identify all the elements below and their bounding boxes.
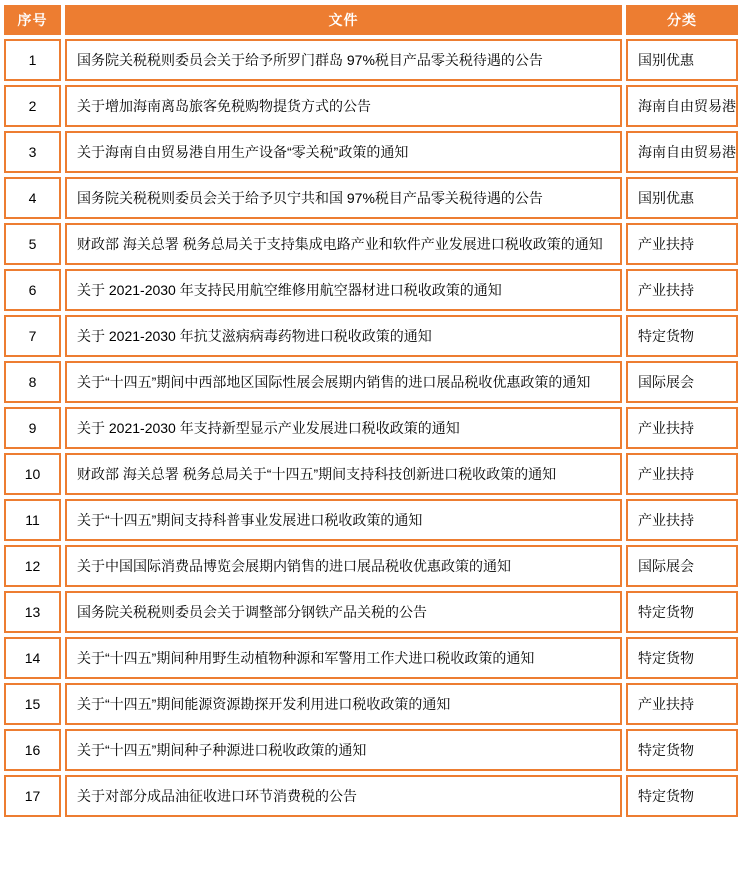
row-index-cell: 16 xyxy=(4,729,61,771)
category-cell: 国际展会 xyxy=(626,361,738,403)
file-title-cell: 关于海南自由贸易港自用生产设备“零关税”政策的通知 xyxy=(65,131,622,173)
file-title-cell: 国务院关税税则委员会关于调整部分钢铁产品关税的公告 xyxy=(65,591,622,633)
table-row xyxy=(4,223,738,265)
file-title-cell: 关于中国国际消费品博览会展期内销售的进口展品税收优惠政策的通知 xyxy=(65,545,622,587)
category-cell: 产业扶持 xyxy=(626,269,738,311)
table-row xyxy=(4,315,738,357)
column-header-category: 分类 xyxy=(626,5,738,35)
file-title-cell: 国务院关税税则委员会关于给予所罗门群岛 97%税目产品零关税待遇的公告 xyxy=(65,39,622,81)
category-cell: 产业扶持 xyxy=(626,407,738,449)
file-title-cell: 关于 2021-2030 年抗艾滋病病毒药物进口税收政策的通知 xyxy=(65,315,622,357)
row-index-cell: 6 xyxy=(4,269,61,311)
table-row xyxy=(4,361,738,403)
row-index-cell: 11 xyxy=(4,499,61,541)
row-index-cell: 13 xyxy=(4,591,61,633)
category-cell: 特定货物 xyxy=(626,315,738,357)
row-index-cell: 5 xyxy=(4,223,61,265)
file-title-cell: 国务院关税税则委员会关于给予贝宁共和国 97%税目产品零关税待遇的公告 xyxy=(65,177,622,219)
category-cell: 国别优惠 xyxy=(626,39,738,81)
category-cell: 特定货物 xyxy=(626,637,738,679)
table-row xyxy=(4,131,738,173)
file-title-cell: 财政部 海关总署 税务总局关于支持集成电路产业和软件产业发展进口税收政策的通知 xyxy=(65,223,622,265)
file-title-cell: 关于“十四五”期间种用野生动植物种源和军警用工作犬进口税收政策的通知 xyxy=(65,637,622,679)
row-index-cell: 3 xyxy=(4,131,61,173)
row-index-cell: 4 xyxy=(4,177,61,219)
table-row xyxy=(4,269,738,311)
table-row xyxy=(4,453,738,495)
row-index-cell: 10 xyxy=(4,453,61,495)
table-row xyxy=(4,499,738,541)
table-row xyxy=(4,637,738,679)
file-title-cell: 关于“十四五”期间能源资源勘探开发利用进口税收政策的通知 xyxy=(65,683,622,725)
row-index-cell: 17 xyxy=(4,775,61,817)
row-index-cell: 7 xyxy=(4,315,61,357)
file-title-cell: 关于“十四五”期间种子种源进口税收政策的通知 xyxy=(65,729,622,771)
table-row xyxy=(4,591,738,633)
file-title-cell: 关于“十四五”期间中西部地区国际性展会展期内销售的进口展品税收优惠政策的通知 xyxy=(65,361,622,403)
category-cell: 特定货物 xyxy=(626,591,738,633)
file-title-cell: 关于增加海南离岛旅客免税购物提货方式的公告 xyxy=(65,85,622,127)
table-row xyxy=(4,729,738,771)
file-title-cell: 财政部 海关总署 税务总局关于“十四五”期间支持科技创新进口税收政策的通知 xyxy=(65,453,622,495)
category-cell: 特定货物 xyxy=(626,775,738,817)
file-title-cell: 关于 2021-2030 年支持民用航空维修用航空器材进口税收政策的通知 xyxy=(65,269,622,311)
table-row xyxy=(4,39,738,81)
row-index-cell: 9 xyxy=(4,407,61,449)
row-index-cell: 12 xyxy=(4,545,61,587)
category-cell: 国别优惠 xyxy=(626,177,738,219)
file-title-cell: 关于 2021-2030 年支持新型显示产业发展进口税收政策的通知 xyxy=(65,407,622,449)
row-index-cell: 15 xyxy=(4,683,61,725)
category-cell: 产业扶持 xyxy=(626,453,738,495)
table-row xyxy=(4,545,738,587)
row-index-cell: 8 xyxy=(4,361,61,403)
category-cell: 产业扶持 xyxy=(626,223,738,265)
table-body xyxy=(4,39,738,817)
row-index-cell: 2 xyxy=(4,85,61,127)
file-title-cell: 关于“十四五”期间支持科普事业发展进口税收政策的通知 xyxy=(65,499,622,541)
table-row xyxy=(4,407,738,449)
row-index-cell: 1 xyxy=(4,39,61,81)
column-header-index: 序号 xyxy=(4,5,61,35)
category-cell: 产业扶持 xyxy=(626,683,738,725)
table-row xyxy=(4,85,738,127)
category-cell: 国际展会 xyxy=(626,545,738,587)
file-title-cell: 关于对部分成品油征收进口环节消费税的公告 xyxy=(65,775,622,817)
table-row xyxy=(4,775,738,817)
table-row xyxy=(4,683,738,725)
tax-policy-file-table xyxy=(0,1,742,821)
table-header-row xyxy=(4,5,738,35)
category-cell: 海南自由贸易港 xyxy=(626,85,738,127)
category-cell: 特定货物 xyxy=(626,729,738,771)
row-index-cell: 14 xyxy=(4,637,61,679)
category-cell: 海南自由贸易港 xyxy=(626,131,738,173)
column-header-file: 文件 xyxy=(65,5,622,35)
table-row xyxy=(4,177,738,219)
category-cell: 产业扶持 xyxy=(626,499,738,541)
